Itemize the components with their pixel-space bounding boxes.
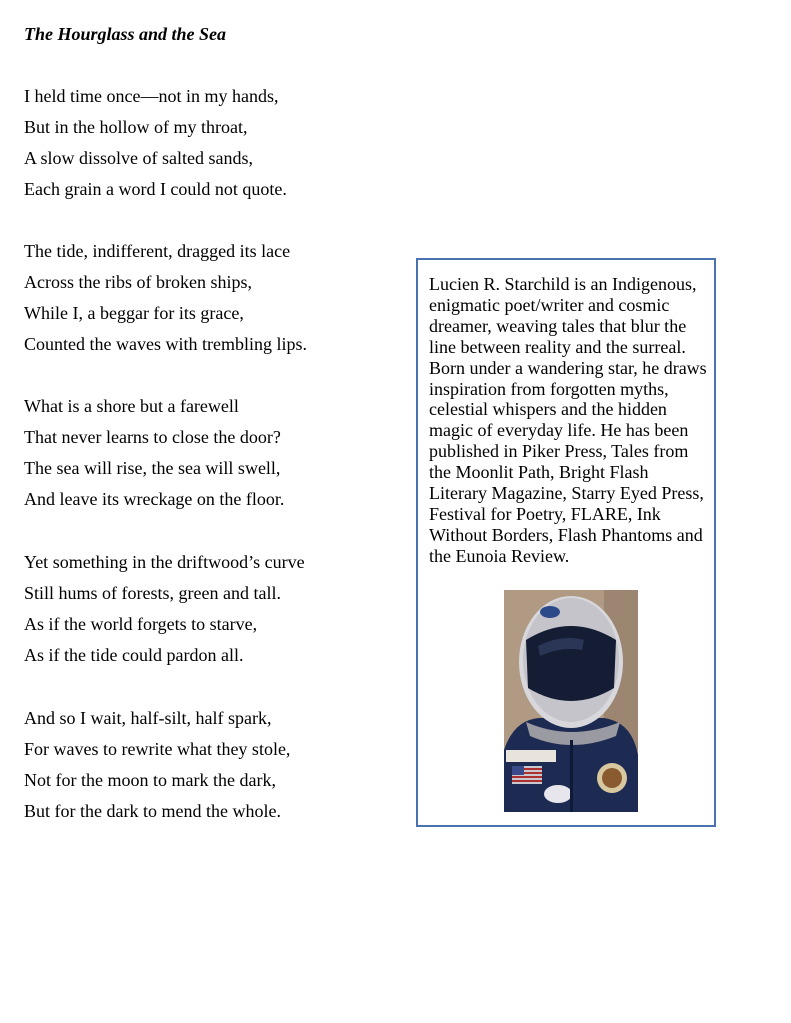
poem-line: As if the tide could pardon all. (24, 645, 244, 665)
poem-line: Across the ribs of broken ships, (24, 272, 252, 292)
poem-line: But for the dark to mend the whole. (24, 801, 281, 821)
poem-stanza-5 (24, 703, 290, 827)
poem-line: That never learns to close the door? (24, 427, 281, 447)
poem-line: Each grain a word I could not quote. (24, 179, 287, 199)
poem-line: For waves to rewrite what they stole, (24, 739, 291, 759)
astronaut-photo-icon (504, 590, 638, 812)
author-photo (504, 590, 638, 812)
poem-line: As if the world forgets to starve, (24, 614, 258, 634)
poem-line: Yet something in the driftwood’s curve (24, 552, 305, 572)
poem-stanza-4 (24, 547, 305, 671)
poem-title: The Hourglass and the Sea (24, 24, 227, 44)
poem-line: But in the hollow of my throat, (24, 117, 248, 137)
poem-stanza-2 (24, 236, 307, 360)
poem-line: And leave its wreckage on the floor. (24, 489, 285, 509)
author-bio-box (416, 258, 716, 827)
poem-stanza-3 (24, 391, 284, 515)
poem-line: Not for the moon to mark the dark, (24, 770, 276, 790)
poem-line: What is a shore but a farewell (24, 396, 239, 416)
poem-line: A slow dissolve of salted sands, (24, 148, 253, 168)
poem-line: The tide, indifferent, dragged its lace (24, 241, 291, 261)
poem-stanza-1 (24, 81, 287, 205)
poem-line: The sea will rise, the sea will swell, (24, 458, 281, 478)
poem-line: Still hums of forests, green and tall. (24, 583, 281, 603)
poem-line: And so I wait, half-silt, half spark, (24, 708, 272, 728)
poem-line: I held time once—not in my hands, (24, 86, 279, 106)
author-bio-text: Lucien R. Starchild is an Indigenous, enigmatic poet/writer and cosmic dreamer, weaving tales that blur the line between reality and the surreal. Born under a wandering star, he draws inspiration from forgotten myths, celestial whispers and the hidden magic of everyday life. He has been published in Piker Press, Tales from the Moonlit Path, Bright Flash Literary Magazine, Starry Eyed Press, Festival for Poetry, FLARE, Ink Without Borders, Flash Phantoms and the Eunoia Review. (429, 274, 707, 566)
poem-line: While I, a beggar for its grace, (24, 303, 244, 323)
poem-line: Counted the waves with trembling lips. (24, 334, 307, 354)
